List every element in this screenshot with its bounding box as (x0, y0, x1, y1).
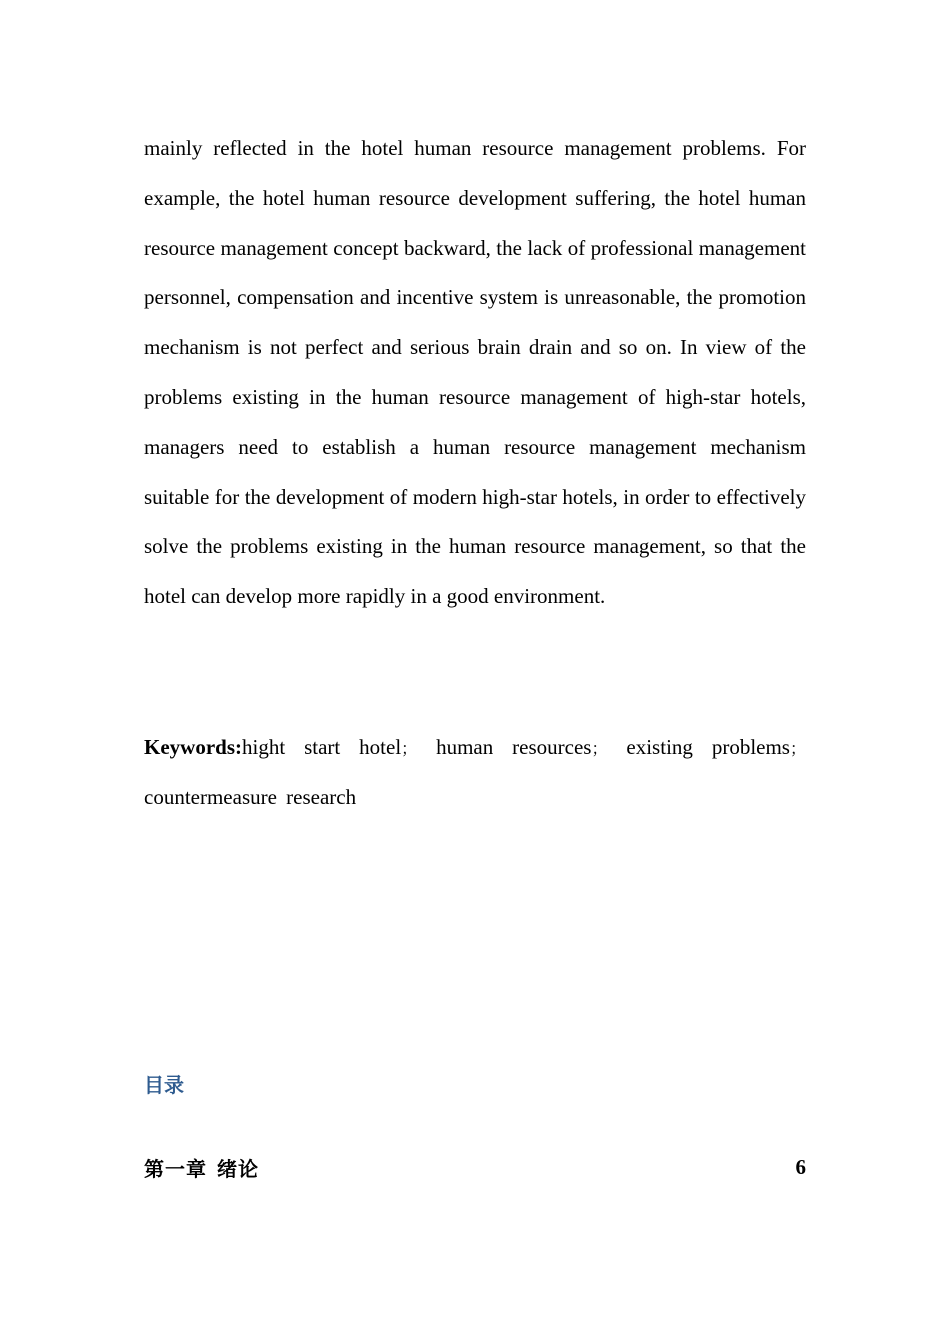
keyword-item: countermeasure research (144, 785, 357, 809)
keyword-separator: ； (401, 739, 418, 758)
keyword-item: hight start hotel (242, 735, 402, 759)
toc-entry-title (144, 1153, 259, 1182)
keyword-separator: ； (591, 739, 608, 758)
keyword-item: existing problems (626, 735, 790, 759)
keywords-line (144, 723, 806, 822)
keyword-separator: ； (789, 739, 806, 758)
toc-entry[interactable] (144, 1153, 806, 1181)
toc-chapter-title: 绪论 (217, 1156, 259, 1181)
keyword-item: human resources (436, 735, 592, 759)
toc-heading: 目录 (144, 1073, 184, 1097)
toc-page-number: 6 (795, 1154, 806, 1179)
toc-chapter-number: 第一章 (144, 1156, 207, 1181)
abstract-paragraph: mainly reflected in the hotel human resource management problems. For example, the hotel human resource development suffering, the hotel human resource management concept backward, the lack of professional management personnel, compensation and incentive system is unreasonable, the promotion mechanism is not perfect and serious brain drain and so on. In view of the problems existing in the human resource management of high-star hotels, managers need to establish a human resource management mechanism suitable for the development of modern high-star hotels, in order to effectively solve the problems existing in the human resource management, so that the hotel can develop more rapidly in a good environment. (144, 136, 806, 609)
keywords-label: Keywords: (144, 735, 242, 759)
